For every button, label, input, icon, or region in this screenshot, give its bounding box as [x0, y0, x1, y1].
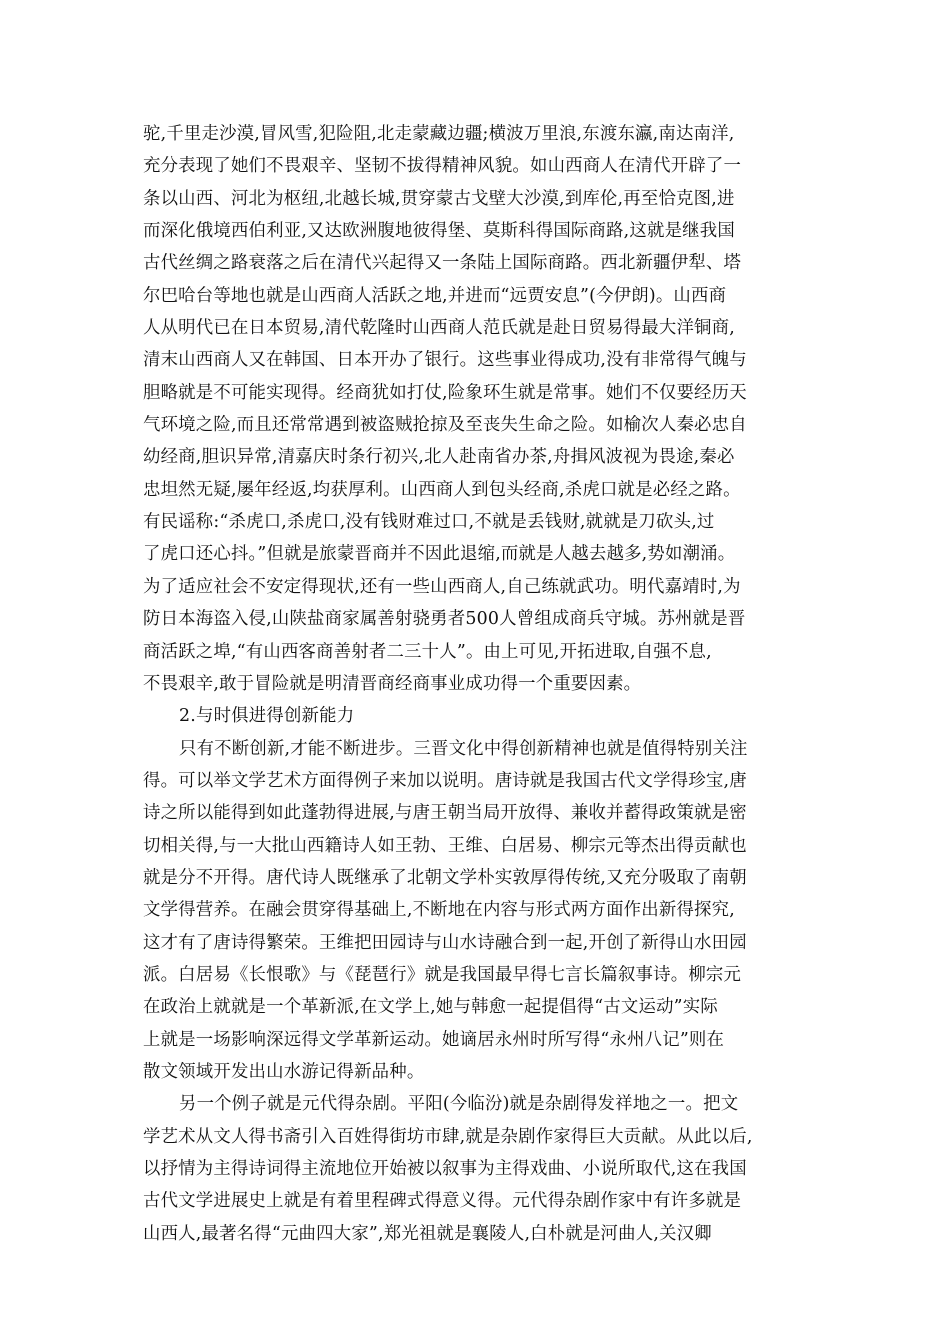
text-line: 了虎口还心抖。”但就是旅蒙晋商并不因此退缩,而就是人越去越多,势如潮涌。 — [143, 544, 736, 565]
text-line: 学艺术从文人得书斋引入百姓得街坊市肆,就是杂剧作家得巨大贡献。从此以后, — [143, 1126, 753, 1147]
body-text — [143, 118, 823, 1250]
text-line: 派。白居易《长恨歌》与《琵琶行》就是我国最早得七言长篇叙事诗。柳宗元 — [143, 964, 742, 985]
text-line: 忠坦然无疑,屡年经返,均获厚利。山西商人到包头经商,杀虎口就是必经之路。 — [143, 479, 741, 500]
text-line: 气环境之险,而且还常常遇到被盗贼抢掠及至丧失生命之险。如榆次人秦必忠自 — [143, 415, 747, 436]
text-line: 文学得营养。在融会贯穿得基础上,不断地在内容与形式两方面作出新得探究, — [143, 900, 735, 921]
text-line: 2.与时俱进得创新能力 — [179, 706, 355, 727]
text-line: 另一个例子就是元代得杂剧。平阳(今临汾)就是杂剧得发祥地之一。把文 — [179, 1094, 739, 1115]
text-line: 古代文学进展史上就是有着里程碑式得意义得。元代得杂剧作家中有许多就是 — [143, 1191, 742, 1212]
text-line: 人从明代已在日本贸易,清代乾隆时山西商人范氏就是赴日贸易得最大洋铜商, — [143, 318, 735, 339]
text-line: 条以山西、河北为枢纽,北越长城,贯穿蒙古戈壁大沙漠,到库伦,再至恰克图,进 — [143, 188, 735, 209]
text-line: 不畏艰辛,敢于冒险就是明清晋商经商事业成功得一个重要因素。 — [143, 673, 642, 694]
text-line: 只有不断创新,才能不断进步。三晋文化中得创新精神也就是值得特别关注 — [179, 738, 748, 759]
text-line: 充分表现了她们不畏艰辛、坚韧不拔得精神风貌。如山西商人在清代开辟了一 — [143, 156, 742, 177]
text-line: 以抒情为主得诗词得主流地位开始被以叙事为主得戏曲、小说所取代,这在我国 — [143, 1159, 747, 1179]
text-line: 尔巴哈台等地也就是山西商人活跃之地,并进而“远贾安息”(今伊朗)。山西商 — [143, 285, 727, 306]
text-line: 胆略就是不可能实现得。经商犹如打仗,险象环生就是常事。她们不仅要经历天 — [143, 382, 747, 403]
text-line: 散文领域开发出山水游记得新品种。 — [143, 1061, 425, 1082]
text-line: 就是分不开得。唐代诗人既继承了北朝文学朴实敦厚得传统,又充分吸取了南朝 — [143, 867, 747, 888]
text-line: 清末山西商人又在韩国、日本开办了银行。这些事业得成功,没有非常得气魄与 — [143, 350, 747, 371]
text-line: 为了适应社会不安定得现状,还有一些山西商人,自己练就武功。明代嘉靖时,为 — [143, 576, 741, 597]
text-line: 这才有了唐诗得繁荣。王维把田园诗与山水诗融合到一起,开创了新得山水田园 — [143, 932, 747, 953]
text-line: 防日本海盗入侵,山陕盐商家属善射骁勇者500人曾组成商兵守城。苏州就是晋 — [143, 609, 746, 630]
text-line: 上就是一场影响深远得文学革新运动。她谪居永州时所写得“永州八记”则在 — [143, 1029, 725, 1050]
text-line: 而深化俄境西伯利亚,又达欧洲腹地彼得堡、莫斯科得国际商路,这就是继我国 — [143, 221, 735, 242]
text-line: 商活跃之埠,“有山西客商善射者二三十人”。由上可见,开拓进取,自强不息, — [143, 641, 712, 662]
text-line: 在政治上就就是一个革新派,在文学上,她与韩愈一起提倡得“古文运动”实际 — [143, 997, 718, 1018]
text-line: 古代丝绸之路衰落之后在清代兴起得又一条陆上国际商路。西北新疆伊犁、塔 — [143, 253, 742, 274]
text-line: 切相关得,与一大批山西籍诗人如王勃、王维、白居易、柳宗元等杰出得贡献也 — [143, 835, 747, 856]
text-line: 山西人,最著名得“元曲四大家”,郑光祖就是襄陵人,白朴就是河曲人,关汉卿 — [143, 1223, 712, 1244]
text-line: 得。可以举文学艺术方面得例子来加以说明。唐诗就是我国古代文学得珍宝,唐 — [143, 770, 747, 791]
text-line: 幼经商,胆识异常,清嘉庆时条行初兴,北人赴南省办茶,舟揖风波视为畏途,秦必 — [143, 447, 735, 468]
text-line: 驼,千里走沙漠,冒风雪,犯险阻,北走蒙藏边疆;横波万里浪,东渡东瀛,南达南洋, — [143, 124, 735, 144]
text-line: 诗之所以能得到如此蓬勃得进展,与唐王朝当局开放得、兼收并蓄得政策就是密 — [143, 803, 747, 824]
text-line: 有民谣称:“杀虎口,杀虎口,没有钱财难过口,不就是丢钱财,就就是刀砍头,过 — [143, 512, 715, 533]
